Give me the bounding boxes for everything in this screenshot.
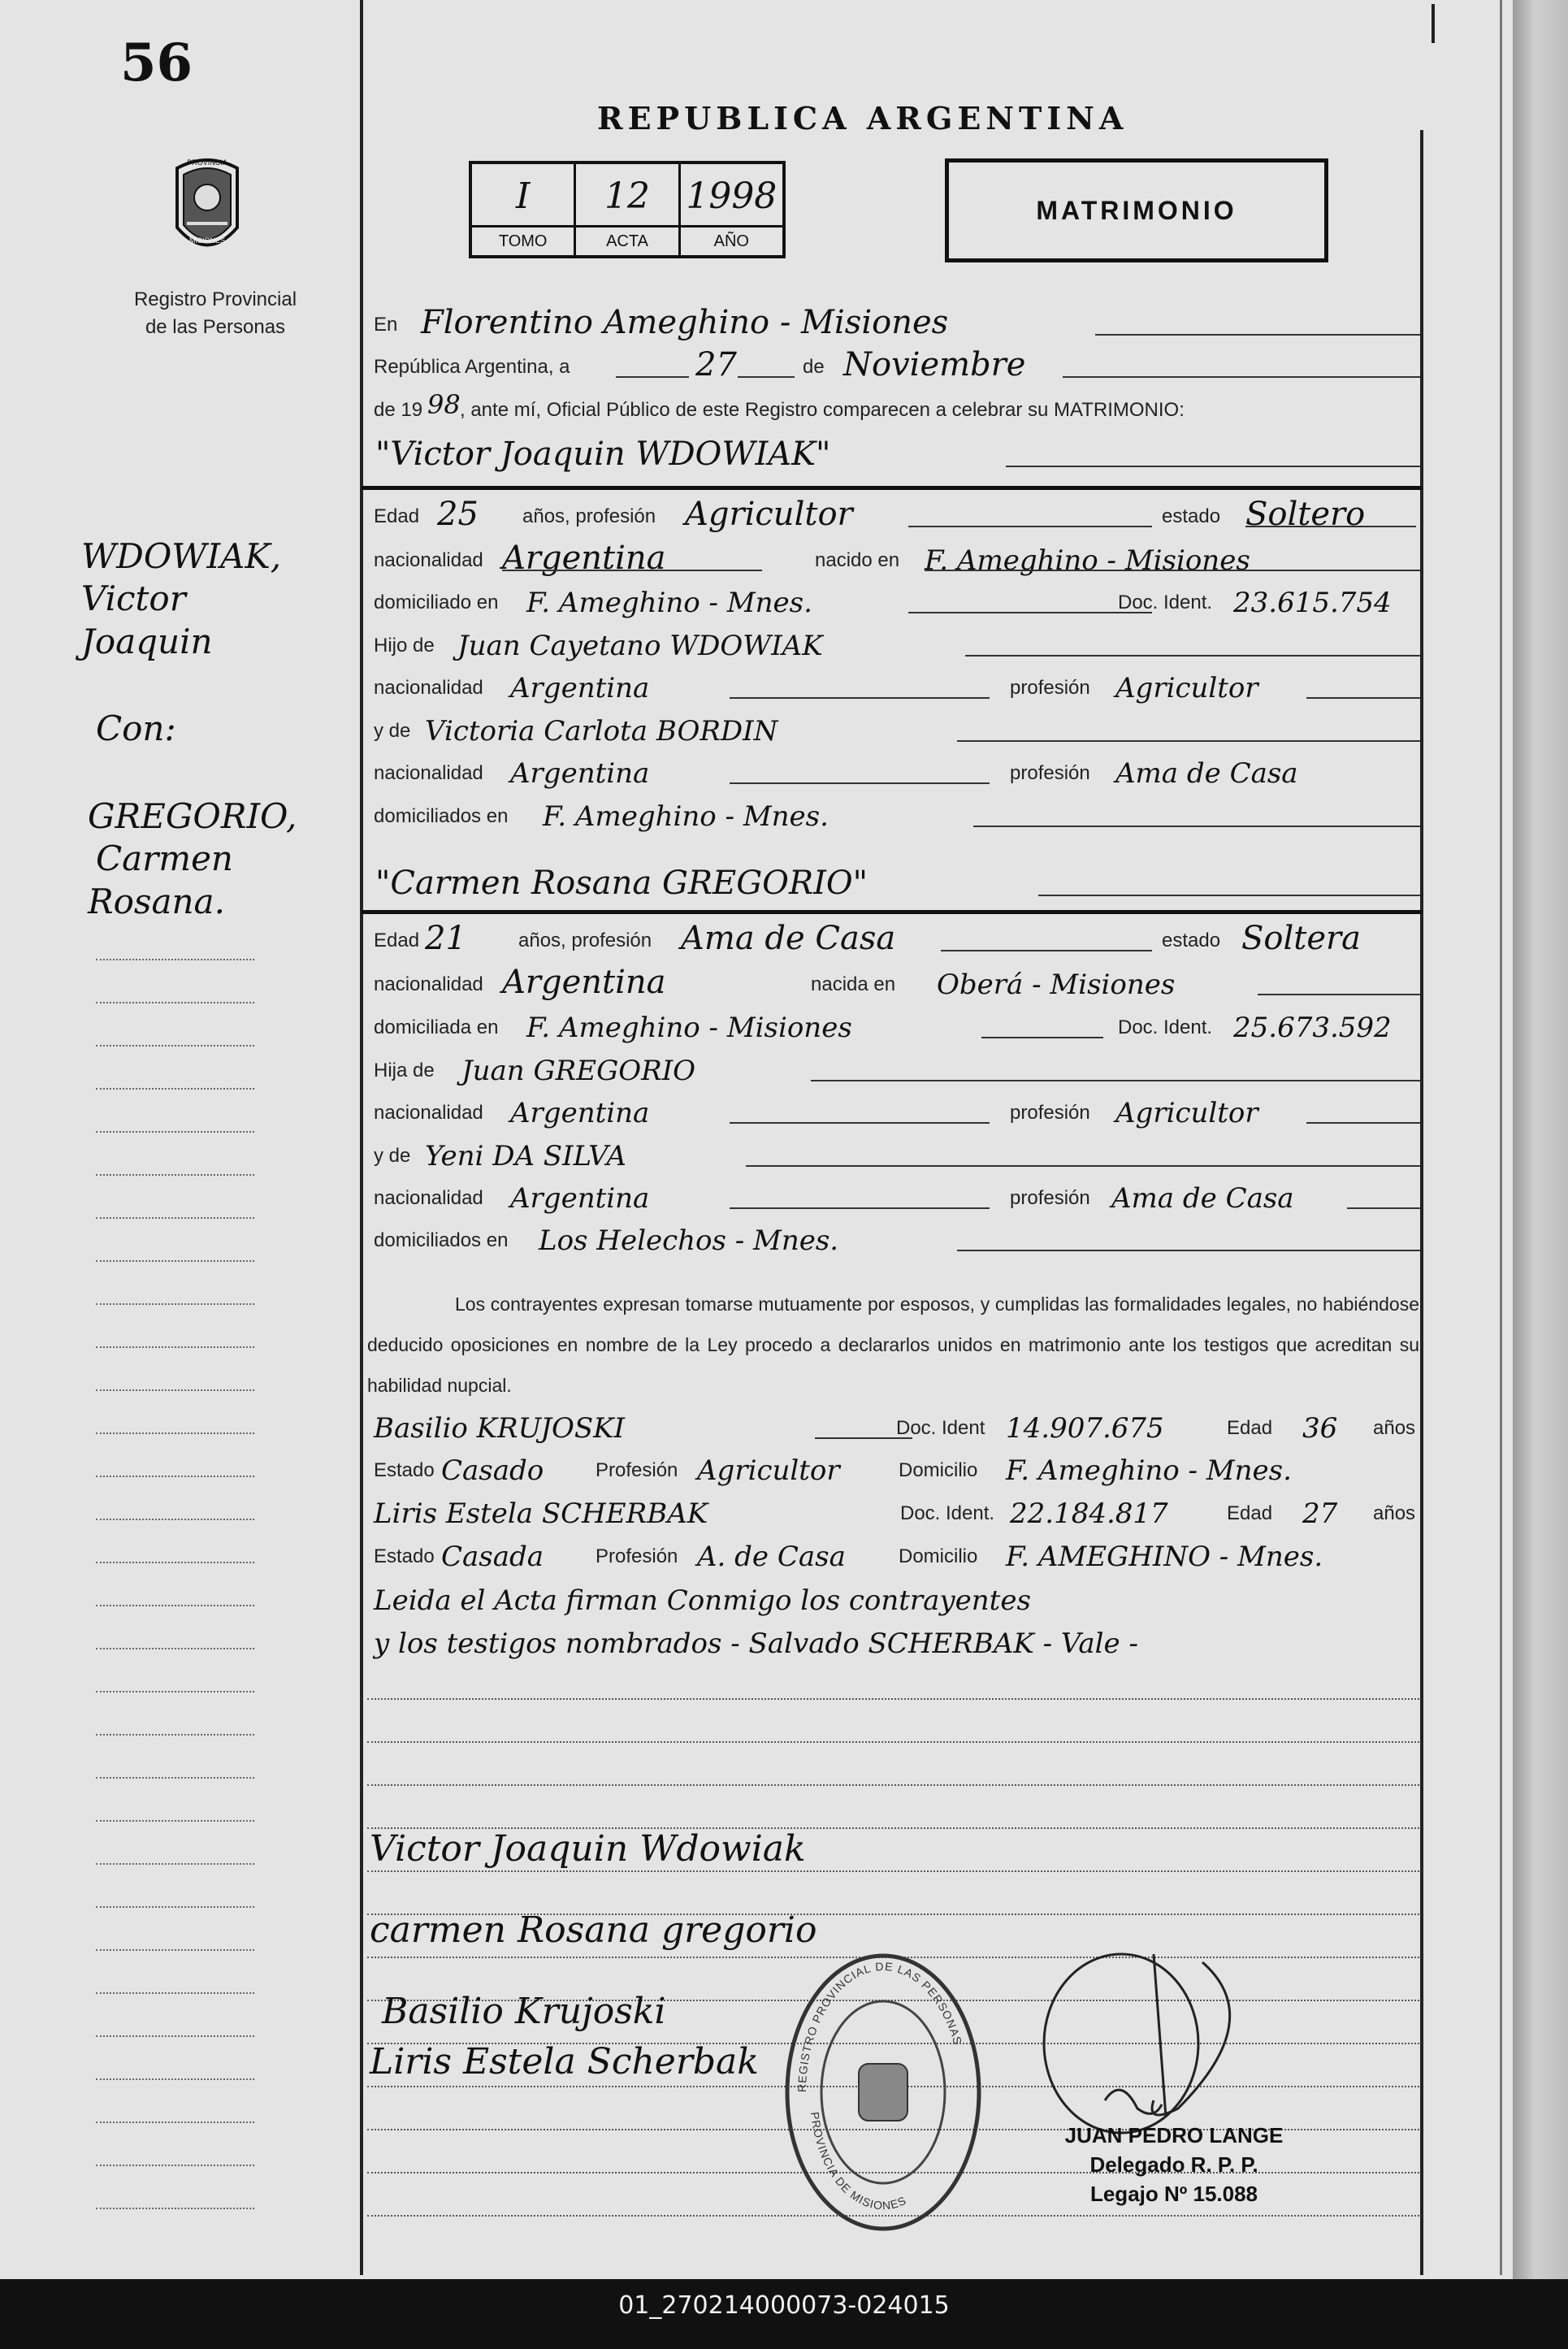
domicilio-label: Domicilio — [899, 1459, 978, 1481]
groom-section-rule — [362, 486, 1422, 490]
profesion-label: profesión — [1010, 1102, 1090, 1124]
provincial-seal-icon — [171, 150, 244, 264]
nacionalidad-label: nacionalidad — [374, 677, 483, 699]
bride-mother-nat-dash — [730, 1207, 990, 1209]
y-de-label: y de — [374, 720, 411, 742]
edad-label: Edad — [1227, 1417, 1273, 1439]
groom-father-nat-dash — [730, 697, 990, 699]
bride-parents-domicile-row — [372, 1216, 1420, 1259]
witness1-name: Basilio KRUJOSKI — [374, 1412, 625, 1445]
groom-age: 25 — [437, 496, 479, 533]
seal-text-bottom: MISIONES — [188, 236, 226, 245]
groom-nationality: Argentina — [502, 540, 666, 577]
groom-father-nationality: Argentina — [510, 672, 650, 704]
domiciliados-en-label: domiciliados en — [374, 1229, 509, 1251]
bride-name: "Carmen Rosana GREGORIO" — [375, 865, 868, 902]
bride-father-row — [372, 1047, 1420, 1089]
official-block — [1036, 2121, 1312, 2208]
bride-mother-prof-dash — [1347, 1207, 1420, 1209]
margin-dotted-line — [96, 1389, 254, 1391]
witness2-row — [372, 1489, 1420, 1532]
bride-mother-profession: Ama de Casa — [1111, 1182, 1294, 1215]
acta-label: ACTA — [576, 225, 678, 255]
margin-dotted-line — [96, 1002, 254, 1003]
bride-father-nat-row — [372, 1089, 1420, 1131]
groom-parents-domicile-row — [372, 792, 1420, 834]
groom-nationality-row — [372, 536, 1420, 579]
bride-father-dash — [811, 1080, 1420, 1081]
groom-mother-profession: Ama de Casa — [1115, 757, 1298, 790]
date-dash-3 — [1063, 376, 1420, 378]
place-dash — [1095, 334, 1420, 336]
margin-dotted-line — [96, 1863, 254, 1865]
y-de-label: y de — [374, 1145, 411, 1167]
date-dash-2 — [738, 376, 795, 378]
top-right-tick — [1432, 4, 1435, 43]
margin-dotted-line — [96, 1949, 254, 1951]
margin-middlename: Joaquin — [81, 622, 213, 661]
country-title: REPUBLICA ARGENTINA — [597, 100, 1128, 137]
tomo-label: TOMO — [472, 225, 574, 255]
record-number-box — [469, 161, 786, 258]
margin-dotted-line — [96, 2208, 254, 2209]
declaration-paragraph — [367, 1284, 1419, 1406]
groom-father-row — [372, 622, 1420, 664]
place-value: Florentino Ameghino - Misiones — [421, 304, 949, 341]
margin-line-right — [1420, 130, 1423, 2275]
bride-signature: carmen Rosana gregorio — [370, 1909, 817, 1951]
margin-dotted-line — [96, 1432, 254, 1434]
margin-bride-firstname: Carmen — [96, 839, 233, 878]
witness1-detail-row — [372, 1446, 1420, 1489]
year-suffix: 98 — [427, 389, 461, 420]
nacido-en-label: nacido en — [815, 549, 900, 571]
stamp-text-top: REGISTRO PROVINCIAL DE LAS PERSONAS — [795, 1959, 965, 2093]
witness2-domicile: F. AMEGHINO - Mnes. — [1006, 1541, 1323, 1573]
registry-line-1: Registro Provincial — [133, 288, 297, 310]
bride-domicile: F. Ameghino - Misiones — [526, 1012, 852, 1044]
page-edge-line — [1500, 0, 1502, 2275]
hija-de-label: Hija de — [374, 1060, 435, 1081]
republica-label: República Argentina, a — [374, 356, 570, 378]
bride-nationality-row — [372, 960, 1420, 1003]
margin-dotted-line — [96, 1648, 254, 1649]
margin-bride-middlename: Rosana. — [88, 882, 225, 921]
profesion-label: profesión — [1010, 1187, 1090, 1209]
nacionalidad-label: nacionalidad — [374, 1187, 483, 1209]
bride-mother-name: Yeni DA SILVA — [425, 1140, 626, 1172]
nacionalidad-label: nacionalidad — [374, 762, 483, 784]
bride-profession-dash — [941, 950, 1152, 951]
witness1-age: 36 — [1302, 1412, 1338, 1445]
bride-mother-row — [372, 1132, 1420, 1174]
witness2-doc: 22.184.817 — [1010, 1497, 1168, 1530]
margin-dotted-line — [96, 1346, 254, 1348]
witness1-row — [372, 1404, 1420, 1446]
registry-label — [122, 286, 309, 341]
estado-label: estado — [1162, 505, 1221, 527]
groom-father-profession: Agricultor — [1115, 672, 1258, 704]
domiciliada-en-label: domiciliada en — [374, 1016, 499, 1038]
groom-name: "Victor Joaquin WDOWIAK" — [375, 436, 831, 473]
anos-label: años — [1373, 1417, 1416, 1439]
bride-parents-domicile: Los Helechos - Mnes. — [539, 1224, 839, 1257]
en-label: En — [374, 314, 398, 336]
groom-signature: Victor Joaquin Wdowiak — [370, 1828, 806, 1870]
doc-ident-label: Doc. Ident — [896, 1417, 985, 1439]
groom-profession-dash — [908, 526, 1152, 527]
estado-label: estado — [1162, 930, 1221, 951]
date-dash-1 — [616, 376, 689, 378]
year-prefix: de 19 — [374, 399, 423, 421]
nacida-en-label: nacida en — [811, 973, 896, 995]
margin-con: Con: — [96, 709, 176, 748]
bride-father-nat-dash — [730, 1122, 990, 1124]
groom-father-name: Juan Cayetano WDOWIAK — [457, 630, 823, 662]
bride-mother-nat-row — [372, 1174, 1420, 1216]
groom-mother-nat-row — [372, 749, 1420, 791]
margin-dotted-line — [96, 1992, 254, 1994]
blank-line — [367, 1870, 1419, 1872]
estado-label: Estado — [374, 1459, 435, 1481]
bride-name-dash — [1038, 895, 1420, 896]
margin-dotted-line — [96, 1303, 254, 1305]
ano-value: 1998 — [686, 176, 778, 217]
edad-label: Edad — [374, 505, 420, 527]
margin-dotted-line — [96, 1562, 254, 1563]
bride-doc: 25.673.592 — [1233, 1012, 1392, 1044]
margin-dotted-line — [96, 1605, 254, 1606]
nacionalidad-label: nacionalidad — [374, 549, 483, 571]
closing-text-2: y los testigos nombrados - Salvado SCHERBAK - Vale - — [374, 1627, 1138, 1660]
margin-dotted-line — [96, 1174, 254, 1176]
margin-dotted-line — [96, 1260, 254, 1262]
edad-label: Edad — [1227, 1502, 1273, 1524]
bride-father-nationality: Argentina — [510, 1097, 650, 1129]
ano-label: AÑO — [681, 225, 782, 255]
bride-domicile-dash — [981, 1037, 1103, 1038]
domiciliado-en-label: domiciliado en — [374, 592, 499, 613]
acta-cell — [576, 164, 680, 255]
bride-domicile-row — [372, 1003, 1420, 1046]
witness2-detail-row — [372, 1532, 1420, 1575]
blank-line — [367, 1741, 1419, 1743]
official-name: JUAN PEDRO LANGE — [1064, 2123, 1284, 2147]
tomo-value: I — [515, 176, 531, 217]
groom-domicile-dash — [908, 612, 1152, 613]
margin-dotted-line — [96, 1519, 254, 1520]
groom-nationality-dash — [502, 570, 762, 571]
margin-dotted-line — [96, 1476, 254, 1477]
blank-line — [367, 1784, 1419, 1786]
margin-dotted-line — [96, 1045, 254, 1047]
doc-ident-label: Doc. Ident. — [900, 1502, 995, 1524]
groom-father-nat-row — [372, 664, 1420, 706]
intro-place-row — [372, 301, 1420, 343]
tomo-cell — [472, 164, 576, 255]
bride-father-name: Juan GREGORIO — [461, 1055, 696, 1087]
intro-date-row — [372, 343, 1420, 385]
margin-dotted-line — [96, 1777, 254, 1779]
margin-bride-surname: GREGORIO, — [88, 796, 297, 836]
margin-dotted-line — [96, 2165, 254, 2166]
registry-line-2: de las Personas — [145, 316, 286, 338]
groom-name-dash — [1006, 466, 1420, 467]
anos-profesion-label: años, profesión — [522, 505, 656, 527]
witness2-signature: Liris Estela Scherbak — [370, 2041, 759, 2082]
official-title: Delegado R. P. P. — [1089, 2152, 1258, 2177]
bride-mother-dash — [746, 1165, 1420, 1167]
groom-domicile: F. Ameghino - Mnes. — [526, 587, 812, 619]
nacionalidad-label: nacionalidad — [374, 1102, 483, 1124]
witness1-status: Casado — [441, 1454, 544, 1487]
witness1-doc: 14.907.675 — [1006, 1412, 1164, 1445]
groom-mother-nationality: Argentina — [510, 757, 650, 790]
profesion-label: profesión — [1010, 677, 1090, 699]
margin-line-left — [360, 0, 363, 2275]
groom-name-row — [372, 432, 1420, 475]
groom-parents-domicile: F. Ameghino - Mnes. — [543, 800, 829, 833]
month-value: Noviembre — [843, 346, 1026, 384]
margin-surname: WDOWIAK, — [81, 536, 282, 576]
margin-dotted-line — [96, 959, 254, 960]
bride-birthplace: Oberá - Misiones — [937, 969, 1176, 1001]
bride-nationality: Argentina — [502, 964, 666, 1001]
groom-domicile-row — [372, 579, 1420, 621]
anos-label: años — [1373, 1502, 1416, 1524]
witness2-age: 27 — [1302, 1497, 1338, 1530]
groom-mother-dash — [957, 740, 1420, 742]
day-value: 27 — [695, 346, 737, 384]
margin-dotted-line — [96, 1088, 254, 1090]
margin-dotted-line — [96, 1734, 254, 1736]
bride-mother-nationality: Argentina — [510, 1182, 650, 1215]
groom-father-prof-dash — [1306, 697, 1420, 699]
margin-dotted-line — [96, 2078, 254, 2080]
witness2-profession: A. de Casa — [697, 1541, 846, 1573]
nacionalidad-label: nacionalidad — [374, 973, 483, 995]
domicilio-label: Domicilio — [899, 1545, 978, 1567]
witness1-signature: Basilio Krujoski — [382, 1991, 666, 2032]
declaration-label: , ante mí, Oficial Público de este Registro comparecen a celebrar su MATRIMONIO: — [460, 399, 1185, 421]
registry-stamp-icon — [782, 1950, 985, 2234]
margin-dotted-line — [96, 1691, 254, 1692]
anos-profesion-label: años, profesión — [518, 930, 652, 951]
margin-firstname: Victor — [81, 579, 186, 618]
domiciliados-en-label: domiciliados en — [374, 805, 509, 827]
doc-ident-label: Doc. Ident. — [1118, 592, 1213, 613]
bride-age-row — [372, 917, 1420, 959]
bride-profession: Ama de Casa — [681, 920, 896, 957]
acta-value: 12 — [604, 176, 650, 217]
groom-doc: 23.615.754 — [1233, 587, 1392, 619]
blank-line — [367, 1698, 1419, 1700]
groom-status-dash — [1245, 526, 1416, 527]
witness1-profession: Agricultor — [697, 1454, 840, 1487]
margin-dotted-line — [96, 1217, 254, 1219]
estado-label: Estado — [374, 1545, 435, 1567]
intro-year-row — [372, 386, 1420, 428]
groom-mother-row — [372, 707, 1420, 749]
ano-cell — [681, 164, 782, 255]
page-number: 56 — [120, 33, 193, 93]
margin-dotted-line — [96, 2035, 254, 2037]
groom-mother-nat-dash — [730, 782, 990, 784]
bride-name-row — [372, 861, 1420, 904]
groom-birthplace: F. Ameghino - Misiones — [925, 544, 1250, 577]
bride-father-prof-dash — [1306, 1122, 1420, 1124]
groom-profession: Agricultor — [685, 496, 853, 533]
closing-text-1: Leida el Acta firman Conmigo los contrayentes — [374, 1584, 1031, 1617]
margin-dotted-line — [96, 2121, 254, 2123]
bride-parents-dash — [957, 1250, 1420, 1251]
doc-ident-label: Doc. Ident. — [1118, 1016, 1213, 1038]
groom-age-row — [372, 492, 1420, 535]
margin-dotted-line — [96, 1820, 254, 1822]
witness2-name: Liris Estela SCHERBAK — [374, 1497, 708, 1530]
profesion-label: Profesión — [596, 1545, 678, 1567]
profesion-label: Profesión — [596, 1459, 678, 1481]
closing-line-1 — [372, 1576, 1420, 1619]
document-type-box: MATRIMONIO — [945, 158, 1328, 262]
margin-dotted-line — [96, 1131, 254, 1133]
bride-section-rule — [362, 910, 1422, 914]
page-edge-shadow — [1513, 0, 1568, 2279]
closing-line-2 — [372, 1619, 1420, 1662]
stamp-text-bottom: PROVINCIA DE MISIONES — [808, 2111, 909, 2212]
witness2-status: Casada — [441, 1541, 544, 1573]
official-legajo: Legajo Nº 15.088 — [1089, 2182, 1258, 2206]
bride-status: Soltera — [1241, 920, 1361, 957]
de-label: de — [803, 356, 825, 378]
hijo-de-label: Hijo de — [374, 635, 435, 657]
profesion-label: profesión — [1010, 762, 1090, 784]
groom-birthplace-dash — [925, 570, 1420, 571]
bride-birthplace-dash — [1258, 994, 1420, 995]
groom-mother-name: Victoria Carlota BORDIN — [425, 715, 778, 748]
seal-text-top: PROVINCIA — [187, 158, 227, 167]
margin-dotted-line — [96, 1906, 254, 1908]
declaration-text: Los contrayentes expresan tomarse mutuamente por esposos, y cumplidas las formalidades legales, no habiéndose deducido oposiciones en nombre de la Ley procedo a declararlos unidos en matrimonio ante los testigos que acreditan su habilidad nupcial. — [367, 1294, 1419, 1396]
witness1-domicile: F. Ameghino - Mnes. — [1006, 1454, 1292, 1487]
image-caption: 01_270214000073-024015 — [618, 2291, 950, 2320]
groom-status: Soltero — [1245, 496, 1366, 533]
groom-father-dash — [965, 655, 1420, 657]
bride-father-profession: Agricultor — [1115, 1097, 1258, 1129]
edad-label: Edad — [374, 930, 420, 951]
bride-age: 21 — [425, 920, 466, 957]
groom-parents-dash — [973, 826, 1420, 827]
